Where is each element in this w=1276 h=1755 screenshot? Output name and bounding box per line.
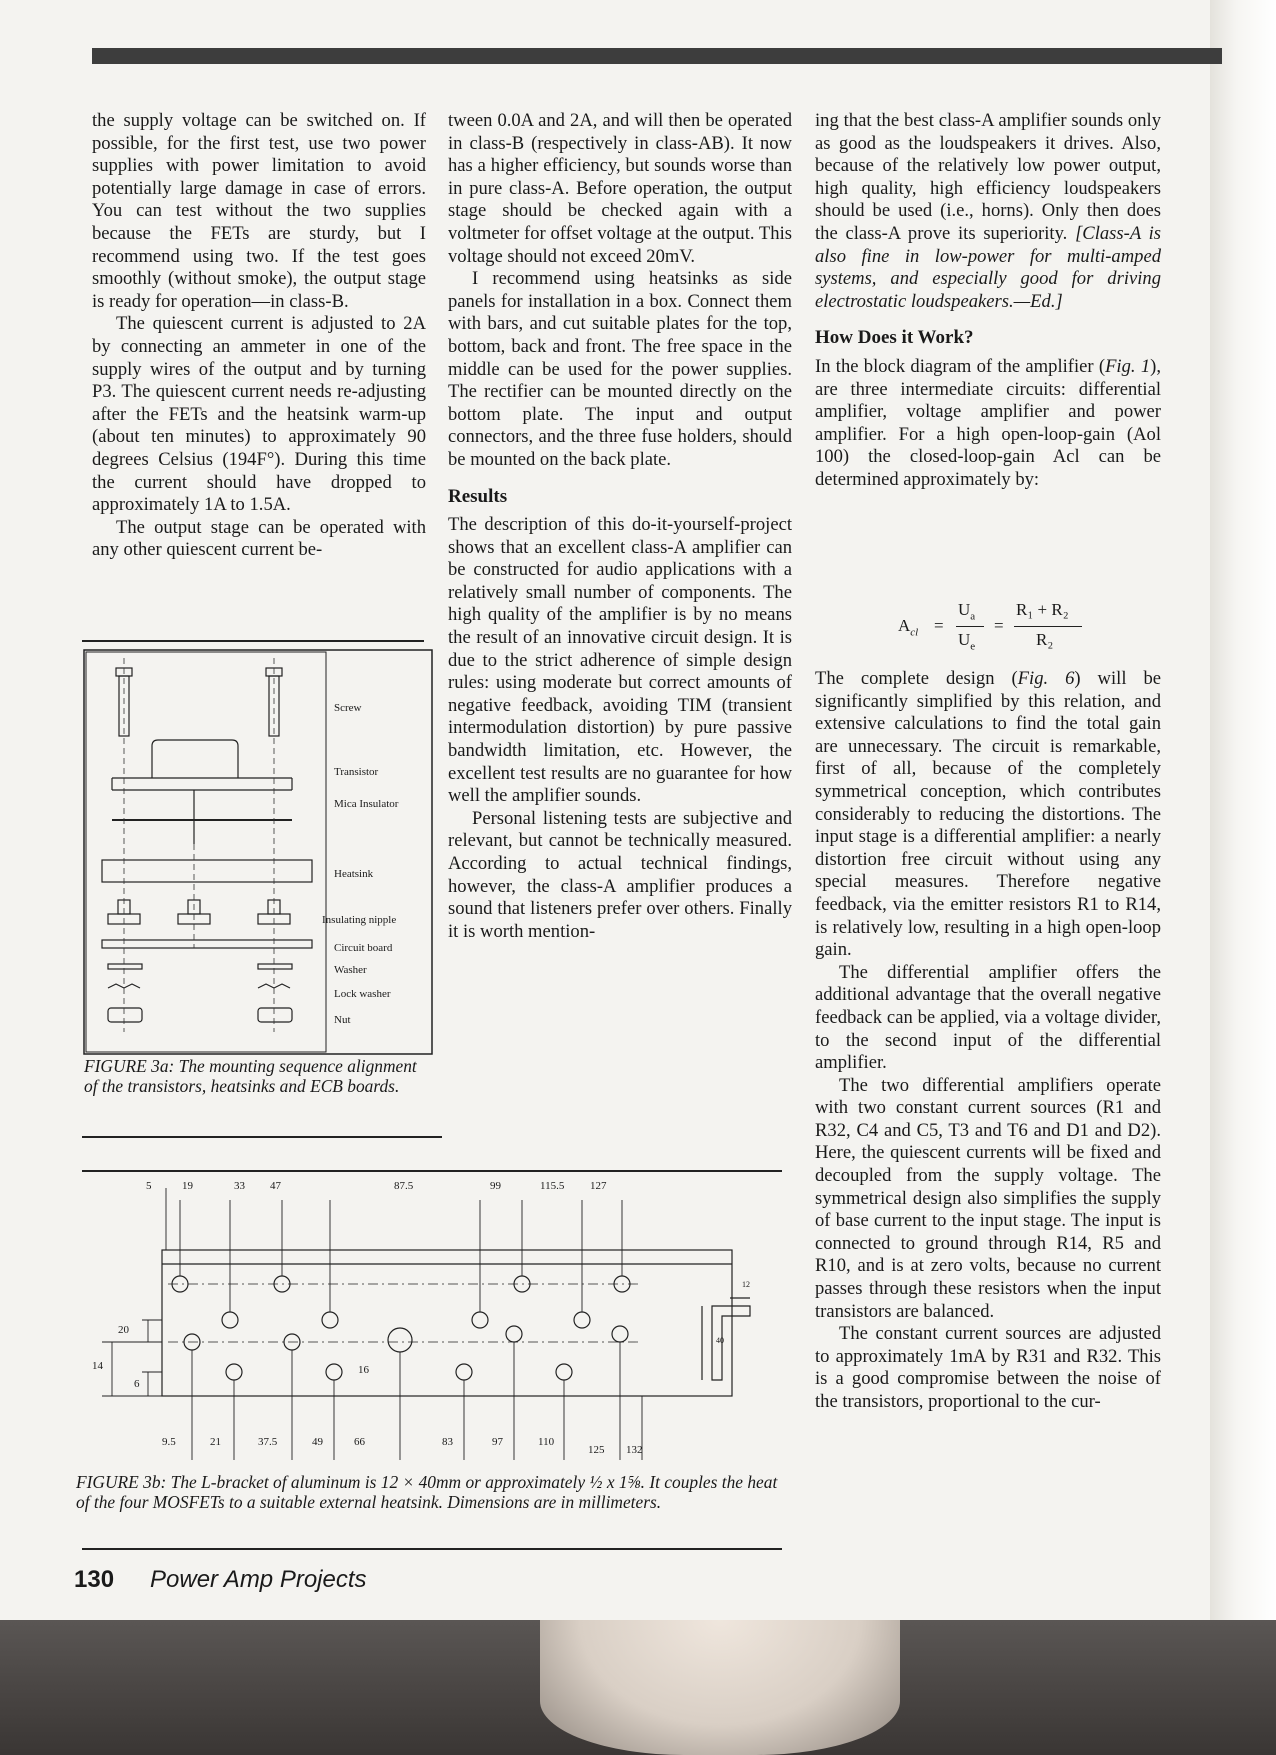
page-number: 130 (74, 1566, 115, 1593)
column-3 (815, 110, 1161, 492)
col3-paragraph-4: The differential amplifier offers the additional advantage that the overall negative feedback can be applied, via a voltage divider, to the second input of the differential amplifier. (815, 961, 1161, 1074)
running-footer-title: Power Amp Projects (150, 1566, 367, 1593)
gain-formula (898, 600, 1098, 656)
fig3b-dim-top-5: 87.5 (394, 1180, 414, 1192)
formula-lhs-subscript: cl (910, 626, 919, 639)
formula-num1-symbol: U (958, 600, 971, 619)
fig3b-dim-side-40: 40 (716, 1336, 724, 1345)
fig3b-dim-inner-16: 16 (358, 1364, 369, 1376)
col2-paragraph-4: Personal listening tests are subjective and relevant, but cannot be technically measured. According to actual technical findings, however, the class-A amplifier produces a sound that listeners prefer over others. Finally it is worth mention- (448, 807, 792, 942)
header-rule (92, 48, 1222, 64)
col3-paragraph-1 (815, 110, 1161, 313)
figure-3b-drawing (82, 1180, 782, 1480)
formula-num2: R₁ + R₂ (1016, 600, 1069, 619)
formula-fraction-bar-1 (956, 626, 984, 627)
formula-num1-subscript: a (970, 610, 976, 623)
col1-paragraph-3: The output stage can be operated with any other quiescent current be- (92, 516, 426, 561)
fig3b-dim-top-1: 5 (146, 1180, 152, 1192)
col1-paragraph-2: The quiescent current is adjusted to 2A by connecting an ammeter in one of the supply wires of the output and by turning P3. The quiescent current needs re-adjusting after the FETs and the heatsink warm-up (about ten minutes) to approximately 90 degrees Celsius (194F°). During this time the current should have dropped to approximately 1A to 1.5A. (92, 313, 426, 516)
figure-3b-caption: FIGURE 3b: The L-bracket of aluminum is 12 × 40mm or approximately ½ x 1⅝. It couples the heat of the four MOSFETs to a suitable external heatsink. Dimensions are in millimeters. (76, 1472, 778, 1512)
fig3a-label-nut: Nut (334, 1014, 351, 1026)
fig3b-dim-top-8: 127 (590, 1180, 607, 1192)
formula-den1-subscript: e (970, 640, 976, 653)
col3-p3-text-a: The complete design ( (815, 668, 1018, 689)
fig3b-dim-top-2: 19 (182, 1180, 193, 1192)
fig3b-dim-bottom-7: 97 (492, 1436, 503, 1448)
formula-lhs-symbol: A (898, 616, 911, 635)
fig3a-label-mica-insulator: Mica Insulator (334, 798, 399, 810)
col3-paragraph-6: The constant current sources are adjusted to approximately 1mA by R31 and R32. This is a good compromise between the noise of the transistors, proportional to the cur- (815, 1323, 1161, 1412)
formula-den1 (958, 630, 975, 652)
col2-paragraph-2: I recommend using heatsinks as side panels for installation in a box. Connect them with bars, and cut suitable plates for the top, bottom, back and front. The free space in the middle can be used for the power supplies. The rectifier can be mounted directly on the bottom plate. The input and output connectors, and the three fuse holders, should be mounted on the back plate. (448, 268, 792, 470)
section-heading-how-does-it-work: How Does it Work? (815, 327, 974, 349)
col2-paragraph-3: The description of this do-it-yourself-project shows that an excellent class-A amplifier can be constructed for audio applications with a relatively small number of components. The high quality of the amplifier is by no means the result of an innovative circuit design. It is due to the strict adherence of simple design rules: using moderate but correct amounts of negative feedback, avoiding TIM (transient intermodulation distortion) by pure passive bandwidth limitation, etc. However, the excellent test results are no guarantee for how well the amplifier sounds. (448, 514, 792, 807)
col3-p1-text: ing that the best class-A amplifier sounds only as good as the loudspeakers it drives. Also, because of the relatively low power output, high quality, high efficiency loudspeakers should be used (i.e., horns). Only then does the class-A prove its superiority. (815, 110, 1161, 244)
formula-equals-1: = (934, 616, 944, 635)
fig3b-dim-bottom-5: 66 (354, 1436, 365, 1448)
fig3b-dim-bottom-2: 21 (210, 1436, 221, 1448)
formula-equals-2: = (994, 616, 1004, 635)
col2-paragraph-1: tween 0.0A and 2A, and will then be operated in class-B (respectively in class-AB). It now has a higher efficiency, but sounds worse than in pure class-A. Before operation, the output stage should be checked again with a voltmeter for offset voltage at the output. This voltage should not exceed 20mV. (448, 110, 792, 267)
formula-lhs (898, 616, 918, 638)
fig3a-label-transistor: Transistor (334, 766, 379, 778)
fig3a-label-circuit-board: Circuit board (334, 942, 393, 954)
section-heading-results: Results (448, 485, 508, 507)
fig3b-dim-left-14: 14 (92, 1360, 103, 1372)
thumb-photo (540, 1620, 900, 1755)
col3-paragraph-3 (815, 668, 1161, 962)
page-edge (1210, 0, 1276, 1620)
fig-ref-1: Fig. 1 (1105, 355, 1151, 377)
fig-ref-6: Fig. 6 (1017, 668, 1075, 689)
fig3a-label-lock-washer: Lock washer (334, 988, 391, 1000)
col3-p2-text-b: ), are three intermediate circuits: differential amplifier, voltage amplifier and power amplifier. For a high open-loop-gain (Aol 100) the closed-loop-gain Acl can be determined approximately by: (815, 355, 1161, 490)
col3-p3-text-b: ) will be significantly simplified by this relation, and extensive calculations to find the total gain are unnecessary. The circuit is remarkable, first of all, because of the completely symmetrical conception, which contributes considerably to reducing the distortions. The input stage is a differential amplifier: a nearly distortion free circuit without using any special measures. Therefore negative feedback, via the emitter resistors R1 to R14, is relatively low, resulting in a high open-loop gain. (815, 668, 1161, 961)
formula-num1 (958, 600, 975, 622)
fig3b-dim-top-4: 47 (270, 1180, 281, 1192)
formula-den2: R₂ (1036, 630, 1054, 649)
fig3b-dim-top-7: 115.5 (540, 1180, 565, 1192)
fig3a-label-screw: Screw (334, 702, 362, 714)
fig3a-top-rule (82, 640, 424, 642)
formula-den1-symbol: U (958, 630, 971, 649)
col1-paragraph-1: the supply voltage can be switched on. If possible, for the first test, use two power supplies with power limitation to avoid potentially large damage in case of errors. You can test without the two supplies because the FETs are sturdy, but I recommend using two. If the test goes smoothly (without smoke), the output stage is ready for operation—in class-B. (92, 110, 426, 312)
fig3b-dim-bottom-9: 125 (588, 1444, 605, 1456)
fig3b-dim-top-3: 33 (234, 1180, 245, 1192)
fig3a-label-insulating-nipple: Insulating nipple (322, 914, 397, 926)
figure-3a-caption: FIGURE 3a: The mounting sequence alignment of the transistors, heatsinks and ECB boards. (84, 1056, 417, 1096)
fig3b-dim-top-6: 99 (490, 1180, 501, 1192)
fig3b-bottom-rule (82, 1548, 782, 1550)
fig3b-top-rule (82, 1170, 782, 1172)
figure-3b (82, 1180, 782, 1480)
figure-3a (82, 648, 434, 1068)
fig3b-dim-bottom-8: 110 (538, 1436, 555, 1448)
fig3a-label-washer: Washer (334, 964, 367, 976)
column-2 (448, 110, 792, 943)
column-3-continued (815, 668, 1161, 1414)
editor-note: [Class-A is also fine in low-power for multi-amped systems, and especially good for driving electrostatic loudspeakers.—Ed.] (815, 222, 1161, 312)
fig3b-dim-bottom-6: 83 (442, 1436, 453, 1448)
fig3b-dim-bottom-1: 9.5 (162, 1436, 176, 1448)
col3-paragraph-5: The two differential amplifiers operate with two constant current sources (R1 and R32, C4 and C5, T3 and T6 and D1 and D2). Here, the quiescent currents will be fixed and decoupled from the supply voltage. The symmetrical design also simplifies the supply of base current to the input stage. The input is connected to ground through R14, R5 and R10, and is at zero volts, because no current passes through these resistors when the input transistors are balanced. (815, 1074, 1161, 1322)
fig3b-dim-bottom-10: 132 (626, 1444, 643, 1456)
fig3b-dim-bottom-3: 37.5 (258, 1436, 278, 1448)
fig3b-dim-left-20: 20 (118, 1324, 129, 1336)
column-1 (92, 110, 426, 562)
fig3a-bottom-rule (82, 1136, 442, 1138)
fig3b-dim-bottom-4: 49 (312, 1436, 323, 1448)
col3-paragraph-2 (815, 356, 1161, 492)
col3-p2-text-a: In the block diagram of the amplifier ( (815, 355, 1106, 377)
fig3b-dim-side-12: 12 (742, 1280, 750, 1289)
formula-fraction-bar-2 (1014, 626, 1082, 627)
fig3a-label-heatsink: Heatsink (334, 868, 374, 880)
fig3b-dim-left-6: 6 (134, 1378, 140, 1390)
